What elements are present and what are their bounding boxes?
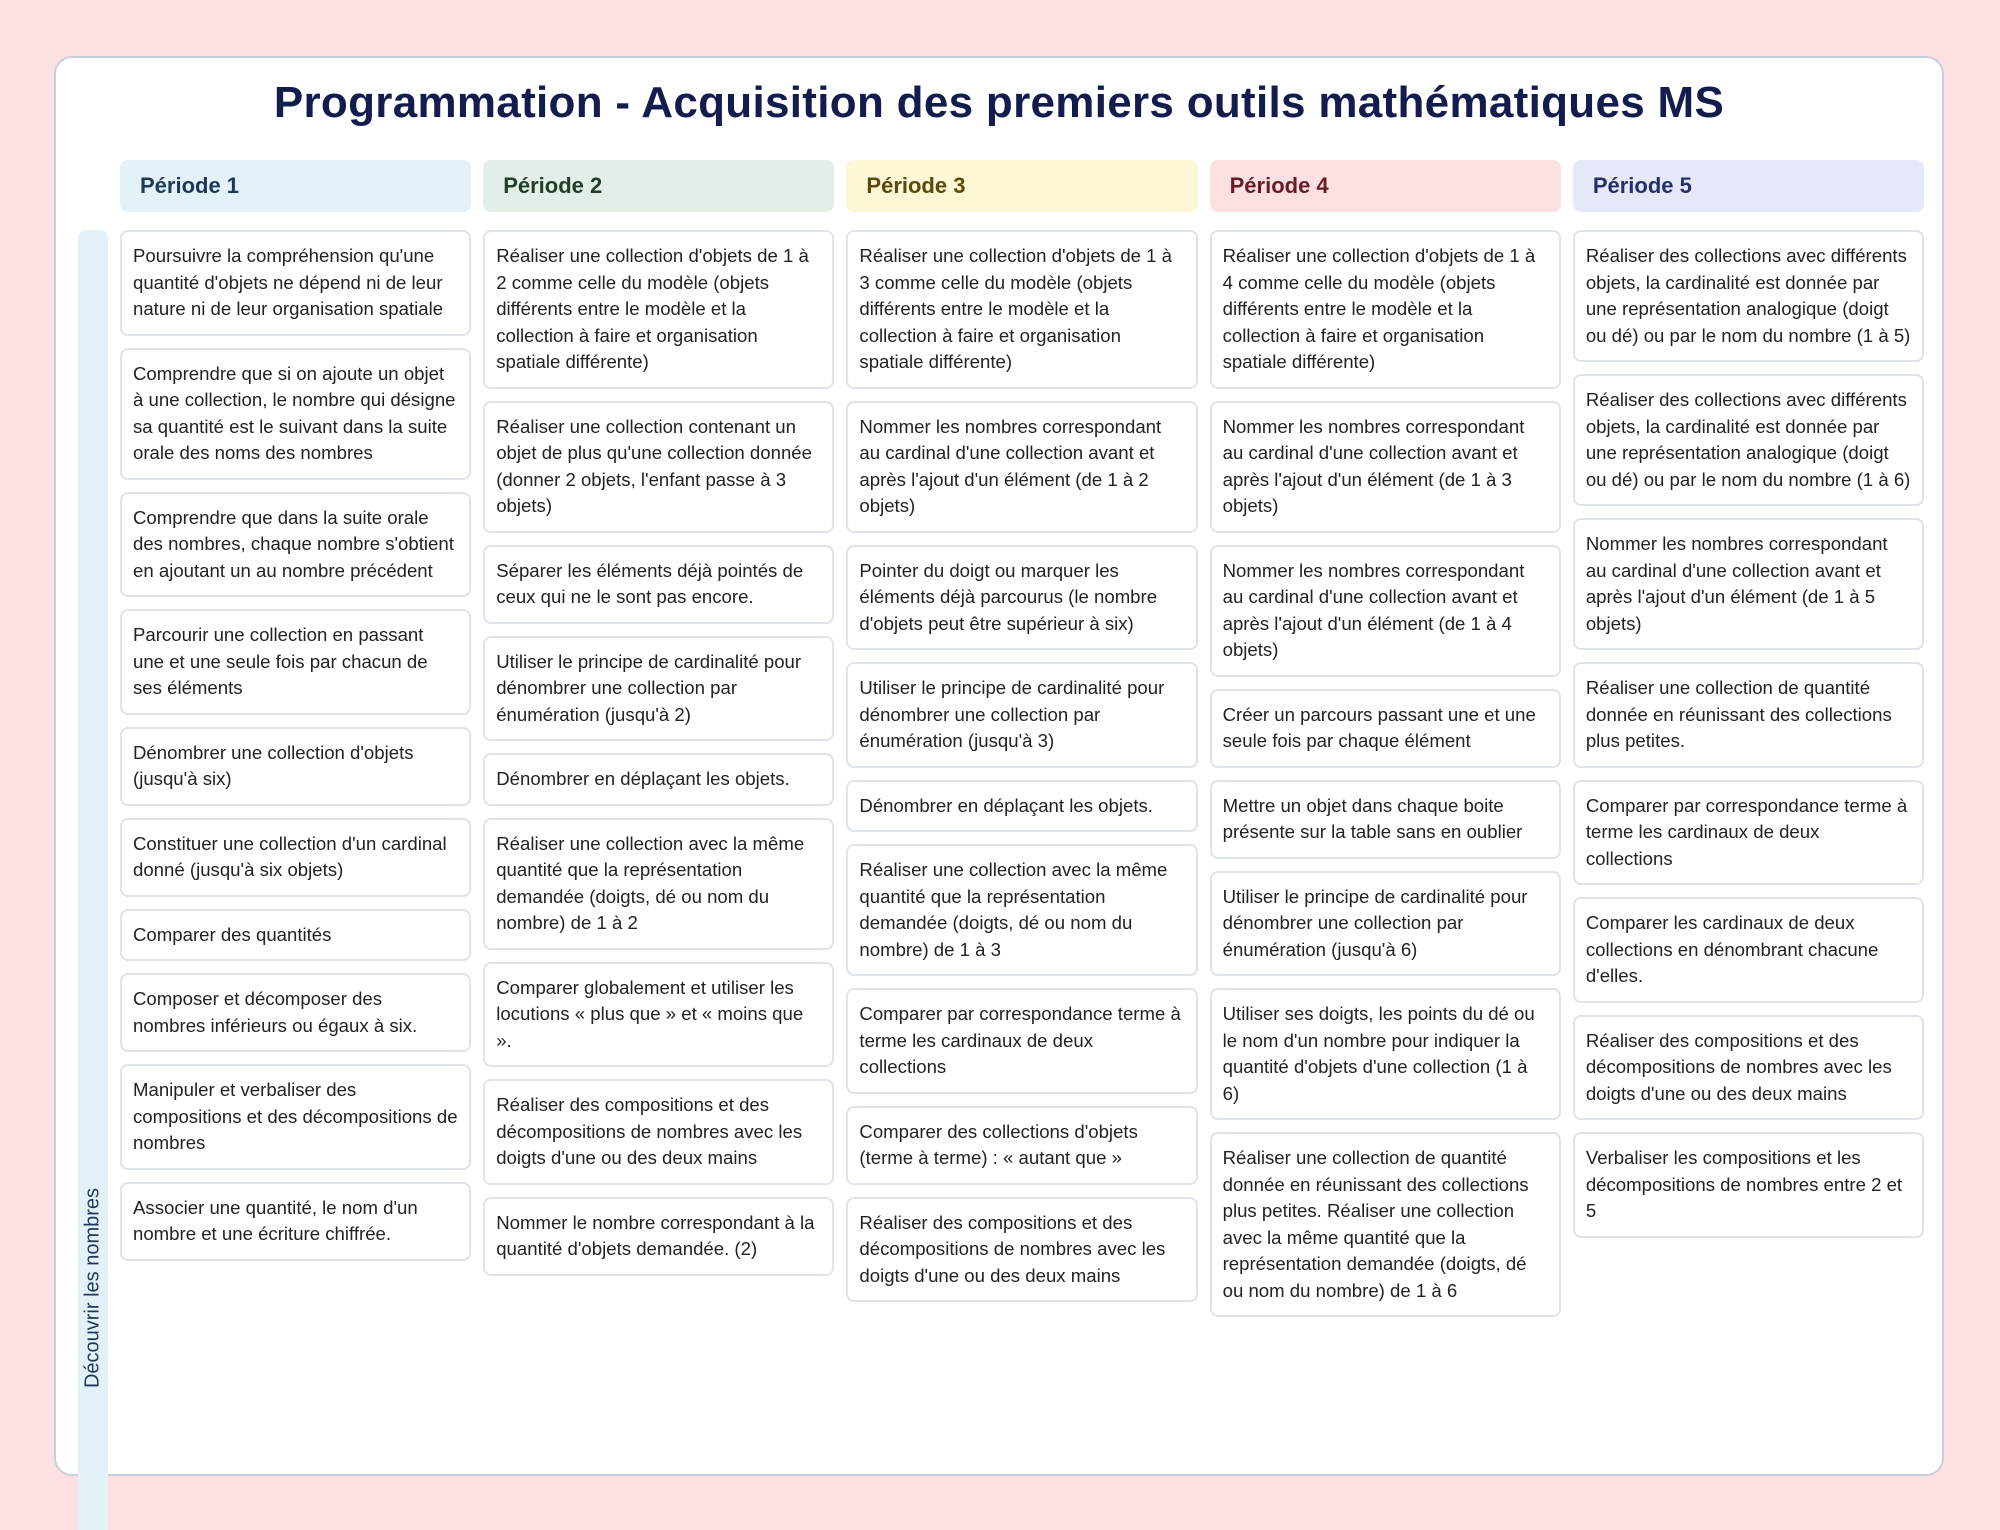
objective-card: Réaliser une collection d'objets de 1 à 3 comme celle du modèle (objets différents entre le modèle et la collection à faire et organisation spatiale différente)	[846, 230, 1197, 389]
objective-card: Poursuivre la compréhension qu'une quantité d'objets ne dépend ni de leur nature ni de leur organisation spatiale	[120, 230, 471, 336]
objective-card: Réaliser une collection contenant un objet de plus qu'une collection donnée (donner 2 objets, l'enfant passe à 3 objets)	[483, 401, 834, 533]
objective-card: Comparer des collections d'objets (terme à terme) : « autant que »	[846, 1106, 1197, 1185]
objective-card: Utiliser ses doigts, les points du dé ou le nom d'un nombre pour indiquer la quantité d'objets d'une collection (1 à 6)	[1210, 988, 1561, 1120]
period-columns	[120, 230, 1924, 1317]
objective-card: Nommer les nombres correspondant au cardinal d'une collection avant et après l'ajout d'un élément (de 1 à 3 objets)	[1210, 401, 1561, 533]
objective-card: Parcourir une collection en passant une et une seule fois par chacun de ses éléments	[120, 609, 471, 715]
objective-card: Nommer les nombres correspondant au cardinal d'une collection avant et après l'ajout d'un élément (de 1 à 5 objets)	[1573, 518, 1924, 650]
period-column-5	[1573, 230, 1924, 1238]
objective-card: Verbaliser les compositions et les décompositions de nombres entre 2 et 5	[1573, 1132, 1924, 1238]
objective-card: Réaliser des compositions et des décompositions de nombres avec les doigts d'une ou des deux mains	[846, 1197, 1197, 1303]
objective-card: Réaliser une collection de quantité donnée en réunissant des collections plus petites.	[1573, 662, 1924, 768]
objective-card: Réaliser une collection avec la même quantité que la représentation demandée (doigts, dé ou nom du nombre) de 1 à 3	[846, 844, 1197, 976]
objective-card: Comparer des quantités	[120, 909, 471, 962]
objective-card: Créer un parcours passant une et une seule fois par chaque élément	[1210, 689, 1561, 768]
period-column-2	[483, 230, 834, 1276]
objective-card: Utiliser le principe de cardinalité pour dénombrer une collection par énumération (jusqu'à 2)	[483, 636, 834, 742]
objective-card: Réaliser des compositions et des décompositions de nombres avec les doigts d'une ou des deux mains	[1573, 1015, 1924, 1121]
objective-card: Dénombrer en déplaçant les objets.	[483, 753, 834, 806]
period-column-3	[846, 230, 1197, 1302]
objective-card: Comprendre que dans la suite orale des nombres, chaque nombre s'obtient en ajoutant un au nombre précédent	[120, 492, 471, 598]
objective-card: Comparer les cardinaux de deux collections en dénombrant chacune d'elles.	[1573, 897, 1924, 1003]
period-headers	[120, 160, 1924, 212]
objective-card: Réaliser une collection avec la même quantité que la représentation demandée (doigts, dé ou nom du nombre) de 1 à 2	[483, 818, 834, 950]
objective-card: Séparer les éléments déjà pointés de ceux qui ne le sont pas encore.	[483, 545, 834, 624]
period-header-2: Période 2	[483, 160, 834, 212]
objective-card: Utiliser le principe de cardinalité pour dénombrer une collection par énumération (jusqu'à 6)	[1210, 871, 1561, 977]
objective-card: Réaliser une collection de quantité donnée en réunissant des collections plus petites. Réaliser une collection avec la même quantité que la représentation demandée (doigts, dé ou nom du nombre) de 1 à 6	[1210, 1132, 1561, 1317]
objective-card: Manipuler et verbaliser des compositions et des décompositions de nombres	[120, 1064, 471, 1170]
programme-sheet	[54, 56, 1944, 1476]
objective-card: Comprendre que si on ajoute un objet à une collection, le nombre qui désigne sa quantité est le suivant dans la suite orale des noms des nombres	[120, 348, 471, 480]
objective-card: Nommer le nombre correspondant à la quantité d'objets demandée. (2)	[483, 1197, 834, 1276]
objective-card: Pointer du doigt ou marquer les éléments déjà parcourus (le nombre d'objets peut être supérieur à six)	[846, 545, 1197, 651]
period-column-4	[1210, 230, 1561, 1317]
objective-card: Dénombrer une collection d'objets (jusqu'à six)	[120, 727, 471, 806]
objective-card: Comparer par correspondance terme à terme les cardinaux de deux collections	[846, 988, 1197, 1094]
objective-card: Réaliser des collections avec différents objets, la cardinalité est donnée par une représentation analogique (doigt ou dé) ou par le nom du nombre (1 à 6)	[1573, 374, 1924, 506]
period-header-5: Période 5	[1573, 160, 1924, 212]
objective-card: Réaliser une collection d'objets de 1 à 4 comme celle du modèle (objets différents entre le modèle et la collection à faire et organisation spatiale différente)	[1210, 230, 1561, 389]
objective-card: Réaliser une collection d'objets de 1 à 2 comme celle du modèle (objets différents entre le modèle et la collection à faire et organisation spatiale différente)	[483, 230, 834, 389]
period-header-4: Période 4	[1210, 160, 1561, 212]
objective-card: Utiliser le principe de cardinalité pour dénombrer une collection par énumération (jusqu'à 3)	[846, 662, 1197, 768]
objective-card: Comparer par correspondance terme à terme les cardinaux de deux collections	[1573, 780, 1924, 886]
page-title: Programmation - Acquisition des premiers outils mathématiques MS	[273, 78, 1725, 127]
objective-card: Réaliser des collections avec différents objets, la cardinalité est donnée par une représentation analogique (doigt ou dé) ou par le nom du nombre (1 à 5)	[1573, 230, 1924, 362]
objective-card: Mettre un objet dans chaque boite présente sur la table sans en oublier	[1210, 780, 1561, 859]
objective-card: Nommer les nombres correspondant au cardinal d'une collection avant et après l'ajout d'un élément (de 1 à 2 objets)	[846, 401, 1197, 533]
period-header-3: Période 3	[846, 160, 1197, 212]
objective-card: Associer une quantité, le nom d'un nombre et une écriture chiffrée.	[120, 1182, 471, 1261]
row-label: Découvrir les nombres	[81, 1187, 104, 1389]
objective-card: Dénombrer en déplaçant les objets.	[846, 780, 1197, 833]
objective-card: Composer et décomposer des nombres inférieurs ou égaux à six.	[120, 973, 471, 1052]
objective-card: Constituer une collection d'un cardinal donné (jusqu'à six objets)	[120, 818, 471, 897]
objective-card: Nommer les nombres correspondant au cardinal d'une collection avant et après l'ajout d'un élément (de 1 à 4 objets)	[1210, 545, 1561, 677]
period-header-1: Période 1	[120, 160, 471, 212]
objective-card: Comparer globalement et utiliser les locutions « plus que » et « moins que ».	[483, 962, 834, 1068]
period-column-1	[120, 230, 471, 1261]
objective-card: Réaliser des compositions et des décompositions de nombres avec les doigts d'une ou des deux mains	[483, 1079, 834, 1185]
